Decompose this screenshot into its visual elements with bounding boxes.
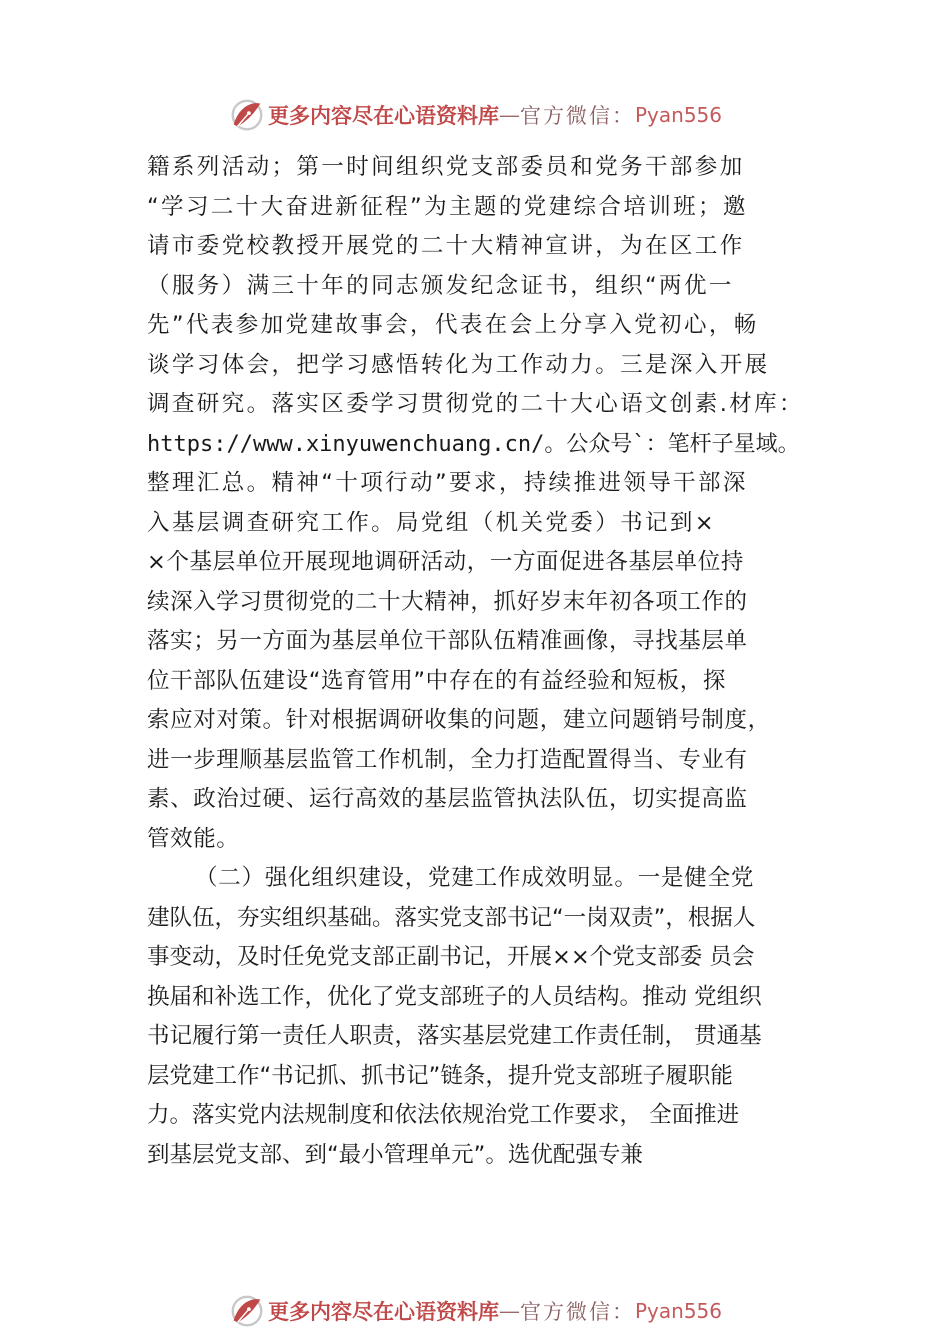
text-line: 调查研究。落实区委学习贯彻党的二十大心语文创素.材库： — [147, 391, 804, 417]
text-line: 先”代表参加党建故事会，代表在会上分享入党初心，畅 — [147, 312, 759, 338]
watermark-label: 官方微信： — [519, 1300, 635, 1324]
text-line: 落实；另一方面为基层单位干部队伍精准画像，寻找基层单 — [147, 628, 748, 654]
header-watermark — [0, 92, 950, 138]
pen-nib-logo-icon — [228, 96, 266, 134]
text-line: 到基层党支部、到“最小管理单元”。选优配强专兼 — [147, 1141, 643, 1168]
text-line: 管效能。 — [147, 825, 240, 852]
watermark-separator: — — [498, 103, 520, 127]
text-line: 整理汇总。精神“十项行动”要求，持续推进领导干部深 — [147, 470, 748, 496]
document-body — [147, 148, 837, 1175]
text-line: https://www.xinyuwenchuang.cn/。公众号`：笔杆子星域。 — [147, 431, 800, 457]
watermark-brand: 更多内容尽在心语资料库 — [267, 103, 499, 128]
text-line: 书记履行第一责任人职责，落实基层党建工作责任制， 贯通基 — [147, 1023, 762, 1049]
watermark-label: 官方微信： — [519, 104, 635, 128]
text-line: 入基层调查研究工作。局党组（机关党委）书记到× — [147, 509, 717, 536]
footer-watermark — [0, 1288, 950, 1334]
text-line: 索应对对策。针对根据调研收集的问题，建立问题销号制度， — [147, 707, 771, 733]
text-line: 层党建工作“书记抓、抓书记”链条，提升党支部班子履职能 — [147, 1062, 733, 1089]
text-line: 谈学习体会，把学习感悟转化为工作动力。三是深入开展 — [147, 351, 770, 378]
text-line: （服务）满三十年的同志颁发纪念证书，组织“两优一 — [147, 272, 734, 299]
watermark-account: Pyan556 — [634, 1299, 722, 1323]
text-line: 事变动，及时任免党支部正副书记，开展××个党支部委 员会 — [147, 944, 755, 970]
paragraph-heading: （二）强化组织建设，党建工作成效明显。一是健全党 — [195, 865, 755, 891]
watermark-separator: — — [498, 1299, 520, 1323]
text-line: 换届和补选工作，优化了党支部班子的人员结构。推动 党组织 — [147, 983, 762, 1010]
text-line: “学习二十大奋进新征程”为主题的党建综合培训班；邀 — [147, 193, 748, 220]
text-line: 力。落实党内法规制度和依法依规治党工作要求， 全面推进 — [147, 1102, 740, 1128]
text-line: 请市委党校教授开展党的二十大精神宣讲，为在区工作 — [147, 233, 745, 259]
text-line: 籍系列活动；第一时间组织党支部委员和党务干部参加 — [147, 154, 745, 180]
text-line: 素、政治过硬、运行高效的基层监管执法队伍，切实提高监 — [147, 786, 748, 812]
text-line: 位干部队伍建设“选育管用”中存在的有益经验和短板，探 — [147, 667, 726, 694]
text-line: 续深入学习贯彻党的二十大精神，抓好岁末年初各项工作的 — [147, 588, 748, 615]
text-line: ×个基层单位开展现地调研活动，一方面促进各基层单位持 — [147, 549, 744, 575]
watermark-account: Pyan556 — [634, 103, 722, 127]
pen-nib-logo-icon — [228, 1292, 266, 1330]
text-line: 建队伍，夯实组织基础。落实党支部书记“一岗双责”，根据人 — [147, 904, 756, 931]
text-line: 进一步理顺基层监管工作机制，全力打造配置得当、专业有 — [147, 746, 748, 773]
watermark-brand: 更多内容尽在心语资料库 — [267, 1299, 499, 1324]
